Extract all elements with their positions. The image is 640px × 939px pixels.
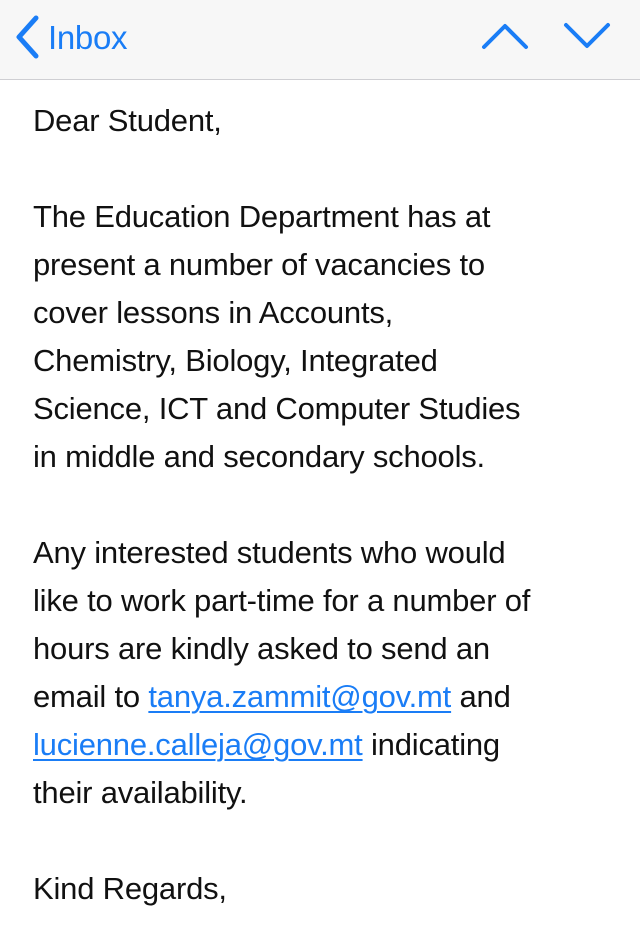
line-text: and (451, 679, 511, 714)
body-line: cover lessons in Accounts, (33, 295, 394, 330)
paragraph-gap (33, 145, 633, 193)
line-text: indicating (362, 727, 500, 762)
body-line: hours are kindly asked to send an (33, 631, 490, 666)
email-link-tanya[interactable]: tanya.zammit@gov.mt (148, 679, 452, 714)
chevron-up-icon (478, 14, 532, 58)
message-body (33, 97, 633, 913)
paragraph-vacancies (33, 193, 633, 481)
back-to-inbox-button[interactable] (14, 12, 127, 62)
body-line: like to work part-time for a number of (33, 583, 531, 618)
body-line: Science, ICT and Computer Studies (33, 391, 521, 426)
body-line (33, 721, 633, 769)
body-line: their availability. (33, 775, 248, 810)
paragraph-gap (33, 481, 633, 529)
body-line: in middle and secondary schools. (33, 439, 485, 474)
closing: Kind Regards, (33, 871, 227, 906)
previous-message-button[interactable] (478, 14, 532, 58)
chevron-down-icon (560, 14, 614, 58)
paragraph-gap (33, 817, 633, 865)
body-line: Chemistry, Biology, Integrated (33, 343, 438, 378)
body-line: present a number of vacancies to (33, 247, 485, 282)
email-link-lucienne[interactable]: lucienne.calleja@gov.mt (33, 727, 363, 762)
greeting: Dear Student, (33, 103, 222, 138)
chevron-left-icon (14, 15, 40, 59)
navigation-bar (0, 0, 640, 80)
body-line: Any interested students who would (33, 535, 506, 570)
paragraph-instructions (33, 529, 633, 817)
line-text: email to (33, 679, 149, 714)
next-message-button[interactable] (560, 14, 614, 58)
body-line: The Education Department has at (33, 199, 491, 234)
back-button-label: Inbox (48, 18, 128, 56)
body-line (33, 673, 633, 721)
